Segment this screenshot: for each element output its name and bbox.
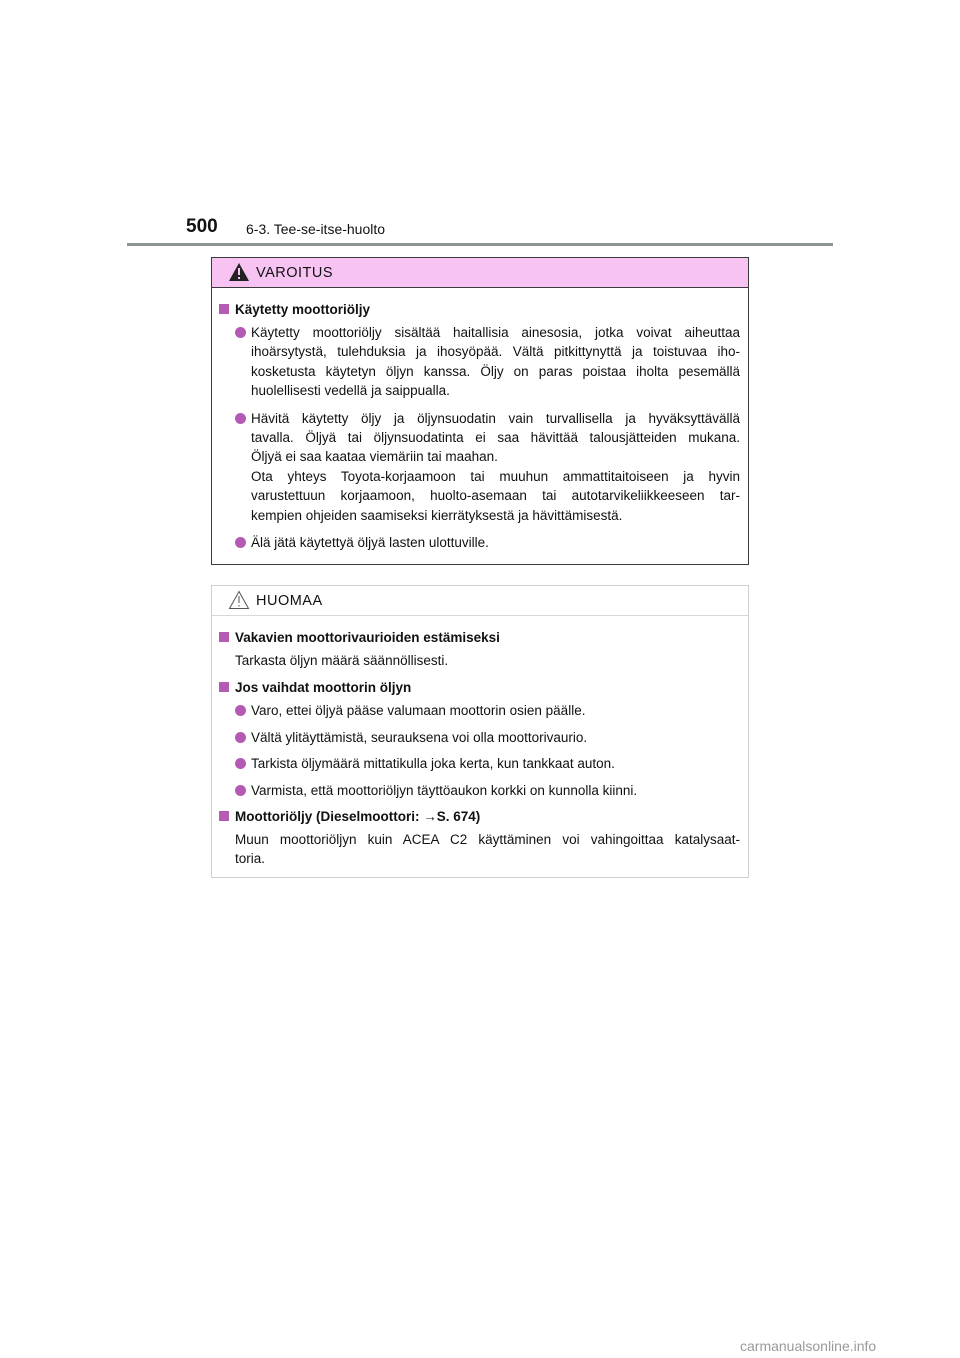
warning-triangle-icon bbox=[228, 262, 250, 282]
round-bullet-icon bbox=[235, 705, 246, 716]
header-divider bbox=[127, 243, 833, 246]
notice-item: Tarkista öljymäärä mittatikulla joka kerta, kun tankkaat auton. bbox=[219, 754, 740, 773]
page-number: 500 bbox=[186, 216, 218, 237]
warning-header bbox=[212, 258, 748, 288]
square-bullet-icon bbox=[219, 811, 229, 821]
notice-label: HUOMAA bbox=[256, 593, 323, 609]
warning-box bbox=[211, 257, 749, 565]
warning-item: Älä jätä käytettyä öljyä lasten ulottuville. bbox=[219, 533, 740, 552]
watermark: carmanualsonline.info bbox=[740, 1338, 877, 1354]
caution-outline-icon bbox=[228, 590, 250, 610]
notice-header bbox=[212, 586, 748, 616]
round-bullet-icon bbox=[235, 327, 246, 338]
round-bullet-icon bbox=[235, 732, 246, 743]
round-bullet-icon bbox=[235, 413, 246, 424]
round-bullet-icon bbox=[235, 785, 246, 796]
notice-item: Vältä ylitäyttämistä, seurauksena voi olla moottorivaurio. bbox=[219, 728, 740, 747]
warning-heading: Käytetty moottoriöljy bbox=[219, 300, 740, 319]
round-bullet-icon bbox=[235, 758, 246, 769]
notice-heading: Moottoriöljy (Dieselmoottori: →S. 674) bbox=[219, 807, 740, 826]
warning-body bbox=[212, 288, 748, 552]
notice-heading: Jos vaihdat moottorin öljyn bbox=[219, 678, 740, 697]
notice-text: Tarkasta öljyn määrä säännöllisesti. bbox=[235, 653, 449, 668]
notice-box bbox=[211, 585, 749, 878]
section-title: 6-3. Tee-se-itse-huolto bbox=[246, 221, 386, 237]
notice-item: Varo, ettei öljyä pääse valumaan moottorin osien päälle. bbox=[219, 701, 740, 720]
warning-item: Käytetty moottoriöljy sisältää haitallisia ainesosia, jotka voivat aiheuttaa ihoärsytystä, tulehduksia ja ihosyöpää. Vältä pitkittynyttä ja toistuvaa iho- kosketusta käytetyn öljyn kanssa. Öljy on paras poistaa iholta pesemällä huolellisesti vedellä ja saippualla. bbox=[219, 323, 740, 401]
square-bullet-icon bbox=[219, 632, 229, 642]
page-header bbox=[0, 0, 960, 250]
notice-heading: Vakavien moottorivaurioiden estämiseksi bbox=[219, 628, 740, 647]
warning-label: VAROITUS bbox=[256, 265, 334, 281]
notice-item: Varmista, että moottoriöljyn täyttöaukon korkki on kunnolla kiinni. bbox=[219, 781, 740, 800]
square-bullet-icon bbox=[219, 304, 229, 314]
notice-text: Muun moottoriöljyn kuin ACEA C2 käyttäminen voi vahingoittaa katalysaat- toria. bbox=[235, 832, 740, 867]
square-bullet-icon bbox=[219, 682, 229, 692]
notice-body bbox=[212, 616, 748, 869]
warning-item: Hävitä käytetty öljy ja öljynsuodatin vain turvallisella ja hyväksyttävällä tavalla. Öljyä tai öljynsuodatinta ei saa hävittää talousjätteiden mukana. Öljyä ei saa kaataa viemäriin tai maahan. Ota yhteys Toyota-korjaamoon tai muuhun ammattitaitoiseen ja hyvin varustettuun korjaamoon, huolto-asemaan tai autotarvikeliikkeeseen tar- kempien ohjeiden saamiseksi kierrätyksestä ja hävittämisestä. bbox=[219, 409, 740, 525]
round-bullet-icon bbox=[235, 537, 246, 548]
